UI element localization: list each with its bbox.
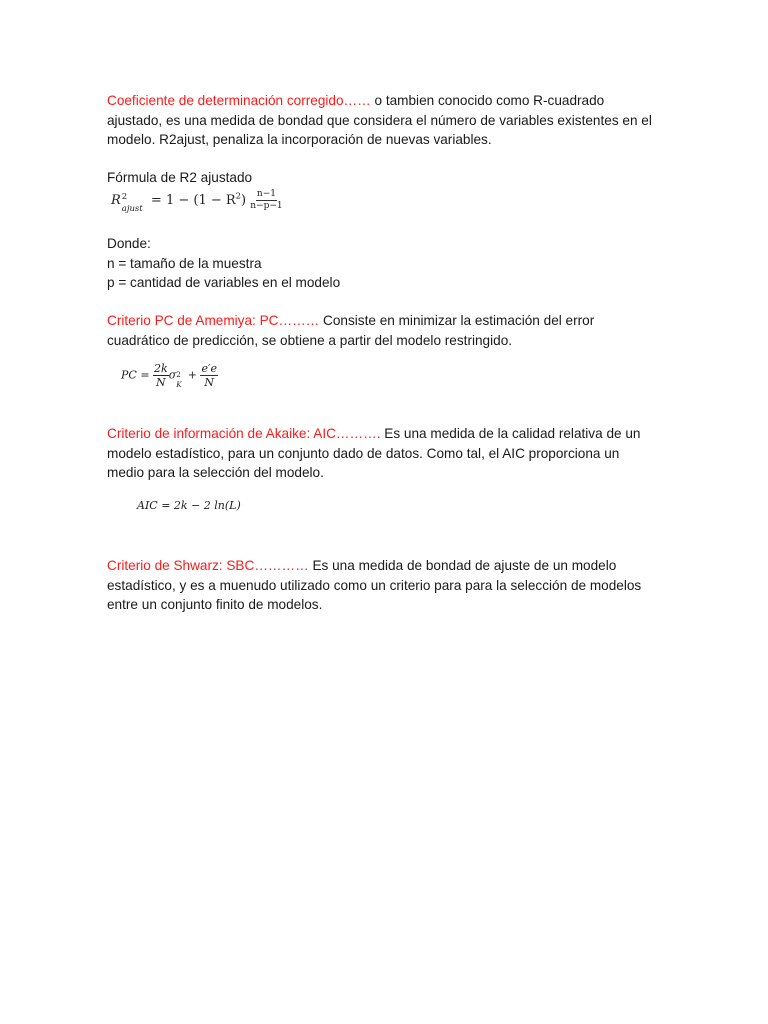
- aic-text-line3: medio para la selección del modelo.: [107, 465, 324, 480]
- aic-text-line2: modelo estadístico, para un conjunto dado de datos. Como tal, el AIC proporciona un: [107, 445, 620, 461]
- definition-p: p = cantidad de variables en el modelo: [107, 275, 341, 290]
- donde-title: Donde:: [107, 236, 151, 251]
- pc-paragraph: [107, 311, 667, 350]
- aic-formula: AIC = 2k − 2 ln(L): [137, 499, 241, 512]
- pc-text-line2: cuadrático de predicción, se obtiene a partir del modelo restringido.: [107, 332, 513, 348]
- sbc-heading: Criterio de Shwarz: SBC…………: [107, 558, 309, 573]
- pc-formula: PC = $\frac{2k}{N}$ σ 2 K + $\frac{e'e}{N}$: [121, 362, 217, 389]
- r2-text-line3: modelo. R2ajust, penaliza la incorporación de nuevas variables.: [107, 132, 492, 147]
- r2-formula-label: Fórmula de R2 ajustado: [107, 170, 253, 185]
- aic-paragraph: [107, 424, 667, 483]
- pc-heading: Criterio PC de Amemiya: PC………: [107, 313, 320, 328]
- r2-text-line2: ajustado, es una medida de bondad que considera el número de variables existentes en el: [107, 112, 652, 128]
- r2-fraction: $\frac{n-1}{n-p-1}$: [250, 189, 283, 211]
- definitions-list: [107, 234, 667, 293]
- pc-fraction-2: $\frac{e'e}{N}$: [201, 362, 217, 389]
- aic-heading: Criterio de información de Akaike: AIC……….: [107, 426, 381, 441]
- sbc-paragraph: [107, 556, 667, 615]
- sbc-text-line3: entre un conjunto finito de modelos.: [107, 597, 323, 612]
- r2-adjusted-formula: R 2 ajust = $1 - (1 - R^2)$ $\frac{n-1}{n-p-1}$: [111, 189, 283, 213]
- sbc-text-line1: Es una medida de bondad de ajuste de un modelo: [308, 558, 617, 573]
- r2-text-line1: o tambien conocido como R-cuadrado: [370, 93, 605, 108]
- r2-paragraph: [107, 91, 667, 150]
- pc-text-line1: Consiste en minimizar la estimación del error: [319, 313, 595, 328]
- aic-text-line1: Es una medida de la calidad relativa de un: [380, 426, 641, 441]
- pc-fraction-1: $\frac{2k}{N}$: [154, 362, 168, 389]
- definition-n: n = tamaño de la muestra: [107, 255, 262, 271]
- r2-heading: Coeficiente de determinación corregido……: [107, 93, 371, 108]
- sbc-text-line2: estadístico, y es a muenudo utilizado como un criterio para para la selección de modelos: [107, 577, 642, 593]
